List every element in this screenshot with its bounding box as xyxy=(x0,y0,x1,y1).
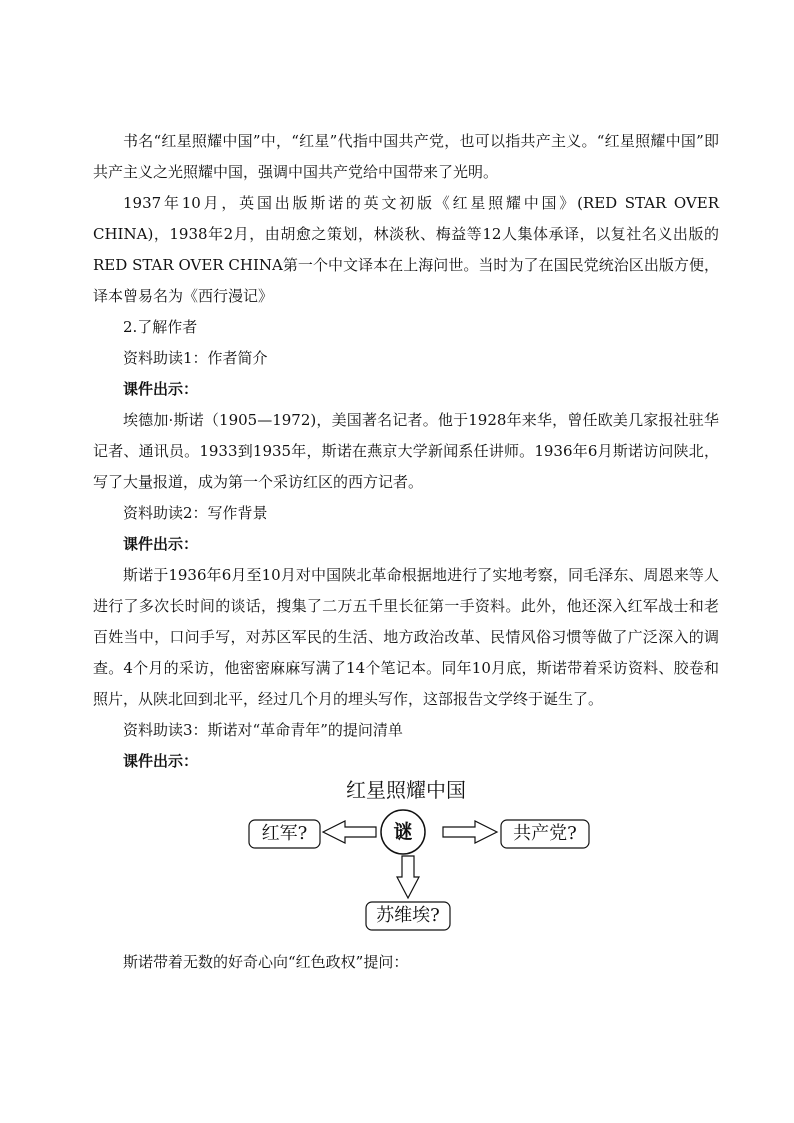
bottom-label: 苏维埃? xyxy=(376,905,440,926)
courseware-label-3: 课件出示： xyxy=(123,752,199,770)
document-body xyxy=(93,126,719,978)
right-label: 共产党? xyxy=(513,823,577,844)
right-arrow xyxy=(443,821,497,843)
section-heading-author: 2.了解作者 xyxy=(123,318,198,336)
courseware-label-1: 课件出示： xyxy=(123,380,199,398)
left-arrow xyxy=(323,821,376,843)
left-label: 红军? xyxy=(261,823,308,844)
courseware-label-2: 课件出示： xyxy=(123,535,199,553)
mystery-diagram xyxy=(93,777,719,947)
center-label: 谜 xyxy=(393,821,413,843)
diagram-title: 红星照耀中国 xyxy=(346,778,466,802)
paragraph-publication-history: 1937年10月，英国出版斯诺的英文初版《红星照耀中国》(RED STAR OVER CHINA)，1938年2月，由胡愈之策划，林淡秋、梅益等12人集体承译，以复社名义出版的RED STAR OVER CHINA第一个中文译本在上海问世。当时为了在国民党统治区出版方便，译本曾易名为《西行漫记》 xyxy=(93,194,719,305)
reading-aid-2: 资料助读2：写作背景 xyxy=(123,504,268,522)
reading-aid-3: 资料助读3：斯诺对“革命青年”的提问清单 xyxy=(123,721,403,739)
paragraph-author-bio: 埃德加·斯诺（1905—1972)，美国著名记者。他于1928年来华，曾任欧美几家报社驻华记者、通讯员。1933到1935年，斯诺在燕京大学新闻系任讲师。1936年6月斯诺访问陕北，写了大量报道，成为第一个采访红区的西方记者。 xyxy=(93,411,719,491)
paragraph-book-title-meaning: 书名“红星照耀中国”中，“红星”代指中国共产党，也可以指共产主义。“红星照耀中国”即共产主义之光照耀中国，强调中国共产党给中国带来了光明。 xyxy=(93,132,719,181)
paragraph-closing: 斯诺带着无数的好奇心向“红色政权”提问： xyxy=(123,953,409,971)
paragraph-writing-background: 斯诺于1936年6月至10月对中国陕北革命根据地进行了实地考察，同毛泽东、周恩来等人进行了多次长时间的谈话，搜集了二万五千里长征第一手资料。此外，他还深入红军战士和老百姓当中，口问手写，对苏区军民的生活、地方政治改革、民情风俗习惯等做了广泛深入的调查。4个月的采访，他密密麻麻写满了14个笔记本。同年10月底，斯诺带着采访资料、胶卷和照片，从陕北回到北平，经过几个月的埋头写作，这部报告文学终于诞生了。 xyxy=(93,566,719,708)
reading-aid-1: 资料助读1：作者简介 xyxy=(123,349,268,367)
down-arrow xyxy=(397,856,419,898)
